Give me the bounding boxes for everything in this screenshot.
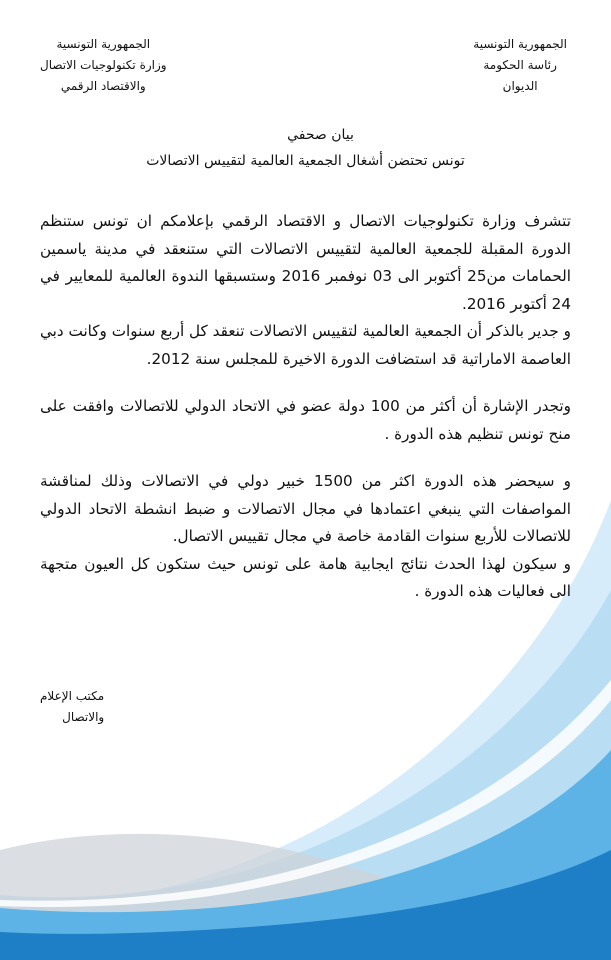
headline: تونس تحتضن أشغال الجمعية العالمية لتقييس الاتصالات — [146, 153, 465, 169]
footer-line-office: مكتب الإعلام — [40, 689, 105, 703]
header-left-line-republic: الجمهورية التونسية — [56, 37, 151, 51]
paragraph-4: و سيحضر هذه الدورة اكثر من 1500 خبير دولي في الاتصالات وذلك لمناقشة المواصفات التي ينبغي اعتمادها في مجال الاتصالات و ضبط انشطة الاتحاد الدولي للاتصالات للأربع سنوات القادمة خاصة في مجال تقييس الاتصال. — [40, 472, 571, 545]
paragraph-3: وتجدر الإشارة أن أكثر من 100 دولة عضو في الاتحاد الدولي للاتصالات وافقت على منح تونس تنظيم هذه الدورة . — [40, 397, 571, 443]
header-right-line-presidency: رئاسة الحكومة — [483, 58, 557, 72]
header-right-line-republic: الجمهورية التونسية — [473, 37, 567, 51]
header-left-block — [40, 34, 167, 97]
footer-line-communication: والاتصال — [62, 710, 105, 724]
footer-signature — [40, 686, 104, 728]
document-body — [40, 208, 571, 606]
paragraph-5: و سيكون لهذا الحدث نتائج ايجابية هامة على تونس حيث ستكون كل العيون متجهة الى فعاليات هذه الدورة . — [40, 554, 571, 600]
document-title — [0, 122, 611, 174]
header-right-block — [473, 34, 567, 97]
paragraph-1: تتشرف وزارة تكنولوجيات الاتصال و الاقتصاد الرقمي بإعلامكم ان تونس ستنظم الدورة المقبلة للجمعية العالمية لتقييس الاتصالات التي ستنعقد في مدينة ياسمين الحمامات من25 أكتوبر الى 03 نوفمبر 2016 وستسبقها الندوة العالمية للمعايير في 24 أكتوبر 2016. — [40, 212, 571, 313]
header-right-line-office: الديوان — [502, 79, 538, 93]
header-left-line-economy: والاقتصاد الرقمي — [60, 79, 146, 93]
header-left-line-ministry: وزارة تكنولوجيات الاتصال — [40, 58, 167, 72]
press-release-label: بيان صحفي — [287, 127, 354, 143]
paragraph-2: و جدير بالذكر أن الجمعية العالمية لتقييس الاتصالات تنعقد كل أربع سنوات وكانت دبي العاصمة الاماراتية قد استضافت الدورة الاخيرة للمجلس سنة 2012. — [40, 322, 571, 368]
